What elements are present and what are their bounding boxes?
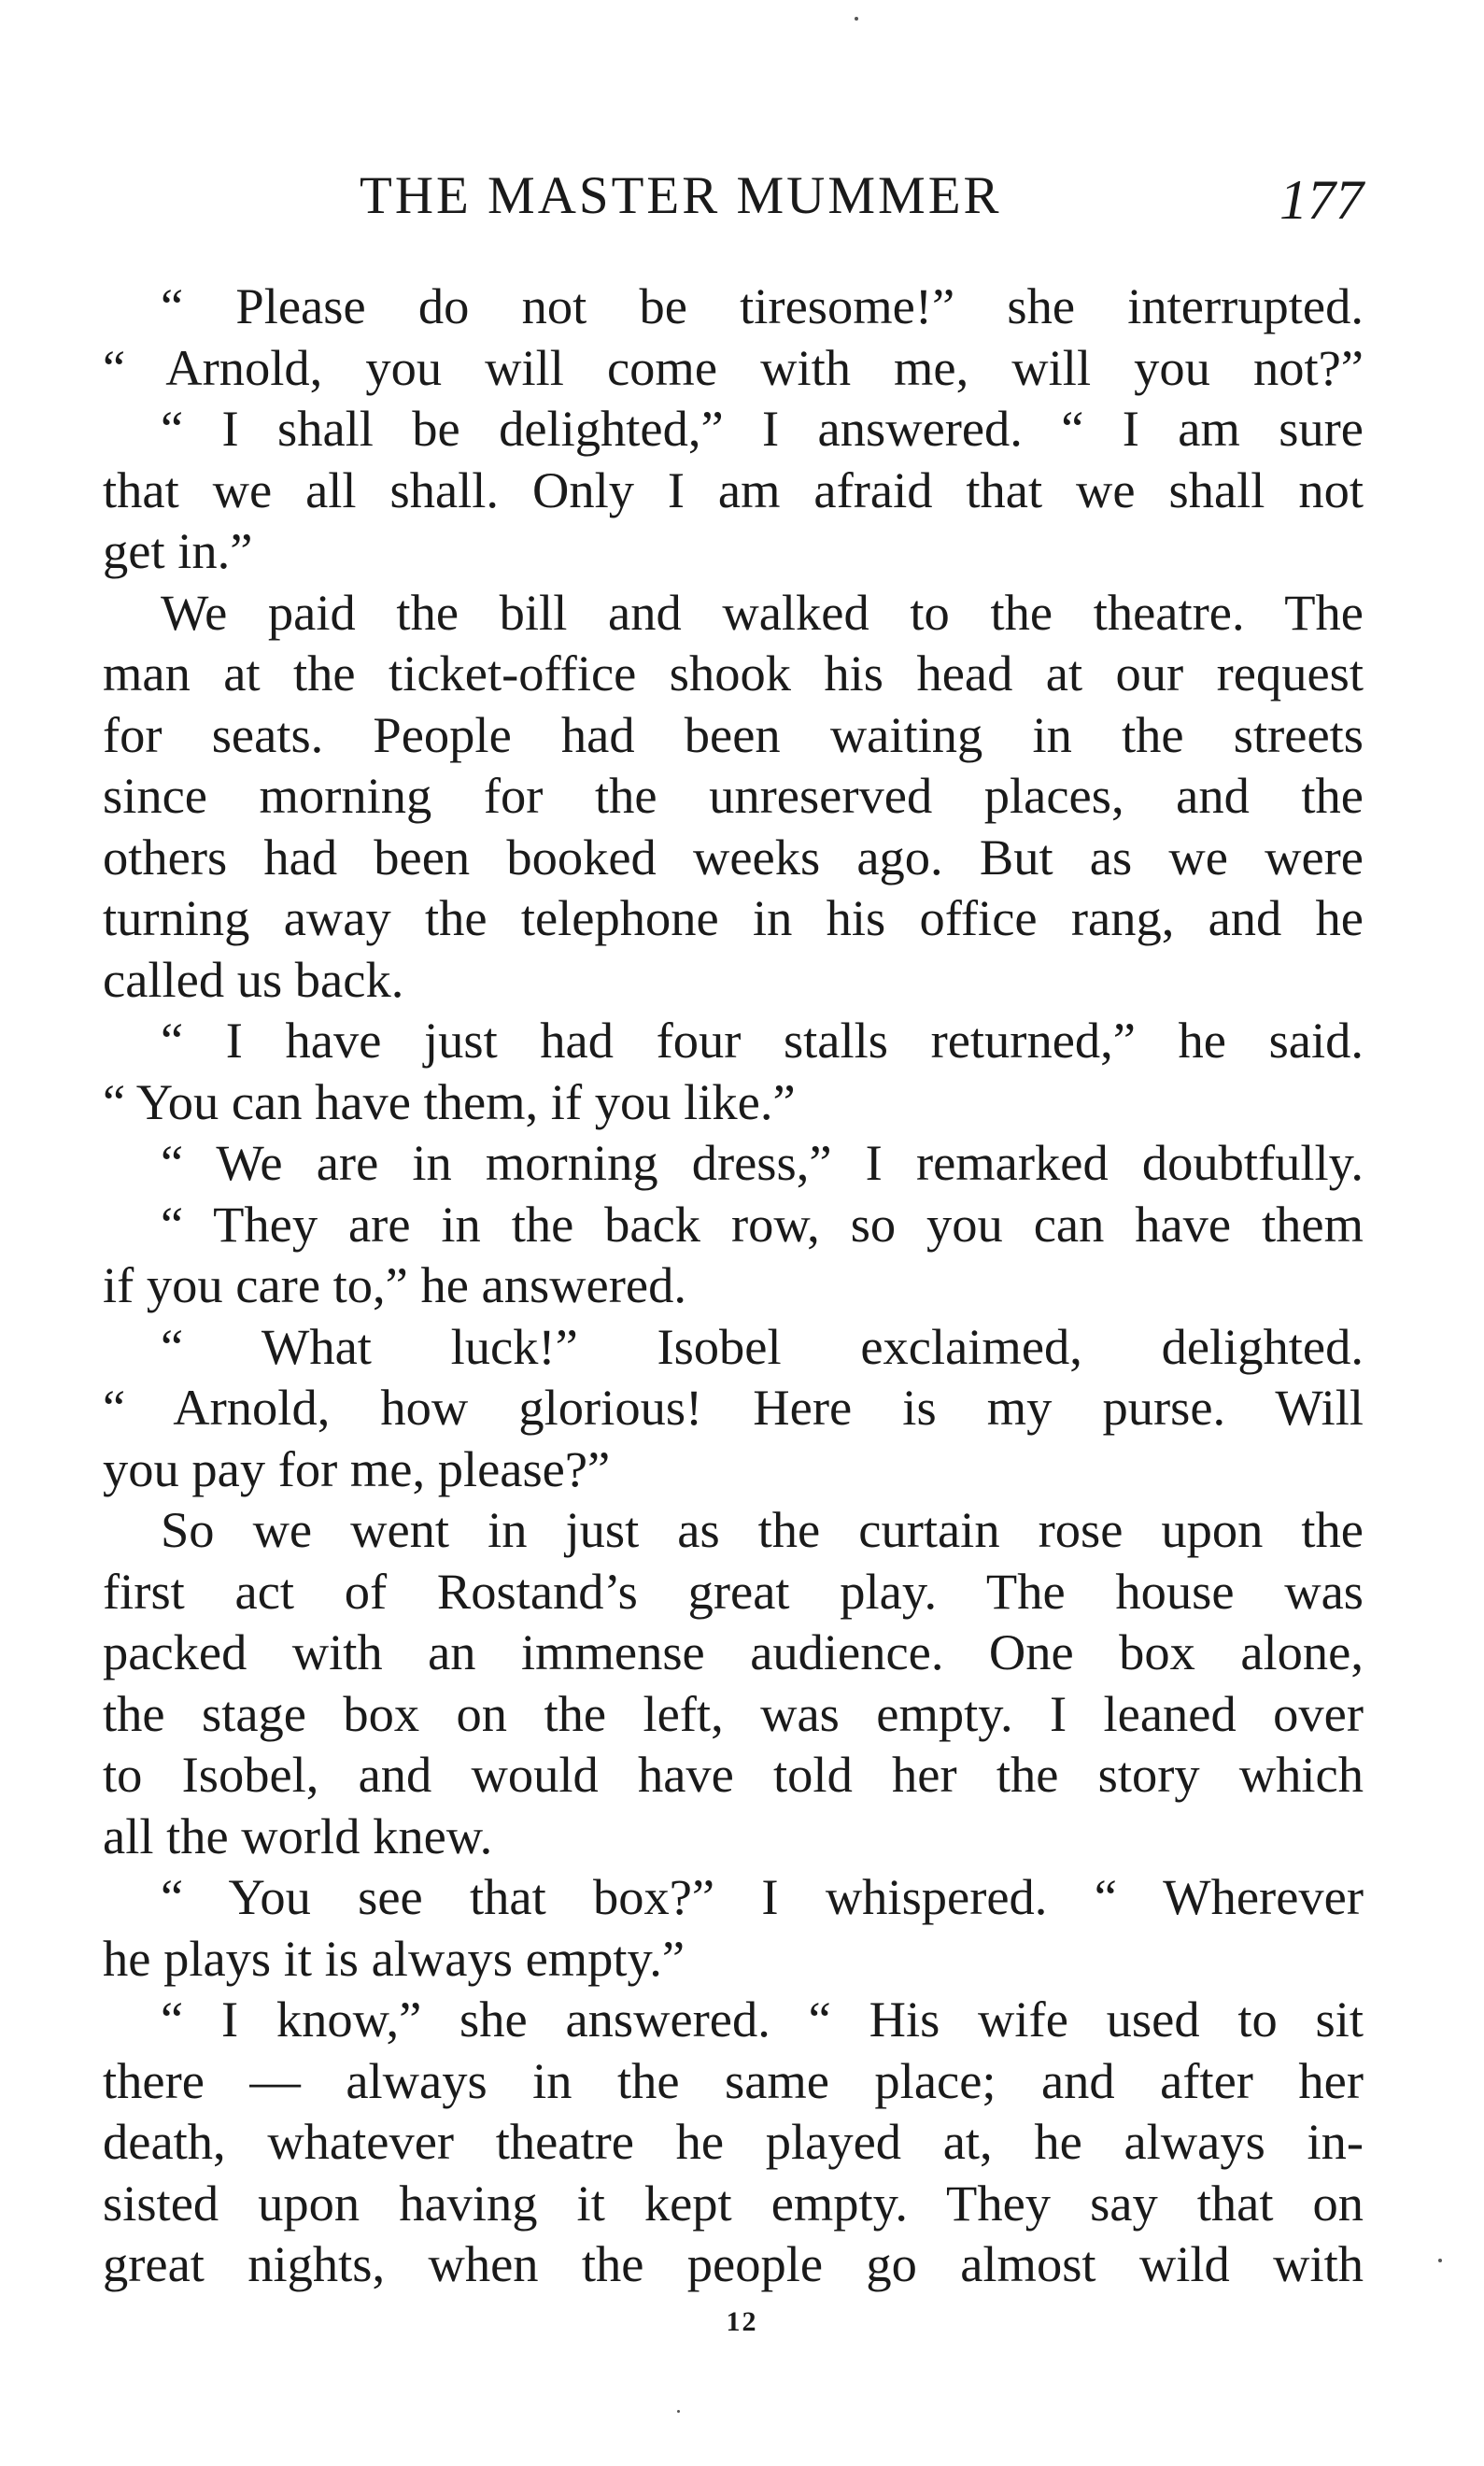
text-line: to Isobel, and would have told her the story which xyxy=(103,1746,1364,1803)
text-line: if you care to,” he answered. xyxy=(103,1256,686,1313)
text-line: “ We are in morning dress,” I remarked doubtfully. xyxy=(161,1134,1364,1191)
text-line: there — always in the same place; and after her xyxy=(103,2051,1364,2109)
body-text xyxy=(103,276,1364,2295)
running-title: THE MASTER MUMMER xyxy=(360,166,1002,225)
text-line: for seats. People had been waiting in the streets xyxy=(103,705,1364,763)
text-line: you pay for me, please?” xyxy=(103,1439,611,1497)
paper-speck xyxy=(855,17,858,21)
text-line: turning away the telephone in his office rang, and he xyxy=(103,889,1364,946)
text-line: sisted upon having it kept empty. They say that on xyxy=(103,2174,1364,2232)
text-line: death, whatever theatre he played at, he always in- xyxy=(103,2113,1364,2170)
text-line: “ They are in the back row, so you can have them xyxy=(161,1195,1364,1253)
text-line: “ You see that box?” I whispered. “ Wherever xyxy=(161,1868,1364,1925)
text-line: others had been booked weeks ago. But as we were xyxy=(103,828,1364,886)
page-header xyxy=(103,159,1364,234)
text-line: “ Arnold, how glorious! Here is my purse. Will xyxy=(103,1379,1364,1436)
text-line: all the world knew. xyxy=(103,1807,493,1864)
text-line: “ Please do not be tiresome!” she interrupted. xyxy=(161,277,1364,334)
text-line: that we all shall. Only I am afraid that we shall not xyxy=(103,461,1364,518)
text-line: since morning for the unreserved places, and the xyxy=(103,767,1364,824)
text-line: “ I have just had four stalls returned,” he said. xyxy=(161,1012,1364,1069)
text-line: man at the ticket-office shook his head at our request xyxy=(103,645,1364,702)
paper-speck xyxy=(1438,2259,1442,2262)
text-line: the stage box on the left, was empty. I leaned over xyxy=(103,1684,1364,1742)
text-line: first act of Rostand’s great play. The house was xyxy=(103,1562,1364,1620)
paper-speck xyxy=(677,2410,680,2413)
text-line: get in.” xyxy=(103,522,253,579)
text-line: We paid the bill and walked to the theatre. The xyxy=(161,583,1364,641)
text-line: “ I shall be delighted,” I answered. “ I am sure xyxy=(161,400,1364,457)
text-line: called us back. xyxy=(103,950,404,1008)
page-number: 177 xyxy=(1279,169,1364,231)
text-line: “ I know,” she answered. “ His wife used to sit xyxy=(161,1991,1364,2048)
text-line: great nights, when the people go almost wild with xyxy=(103,2235,1364,2292)
text-line: he plays it is always empty.” xyxy=(103,1929,685,1987)
text-line: “ You can have them, if you like.” xyxy=(103,1072,796,1130)
signature-mark: 12 xyxy=(726,2306,758,2337)
text-line: So we went in just as the curtain rose upon the xyxy=(161,1501,1364,1558)
text-line: “ What luck!” Isobel exclaimed, delighted. xyxy=(161,1317,1364,1375)
text-line: packed with an immense audience. One box alone, xyxy=(103,1623,1364,1680)
text-line: “ Arnold, you will come with me, will you not?” xyxy=(103,338,1364,396)
